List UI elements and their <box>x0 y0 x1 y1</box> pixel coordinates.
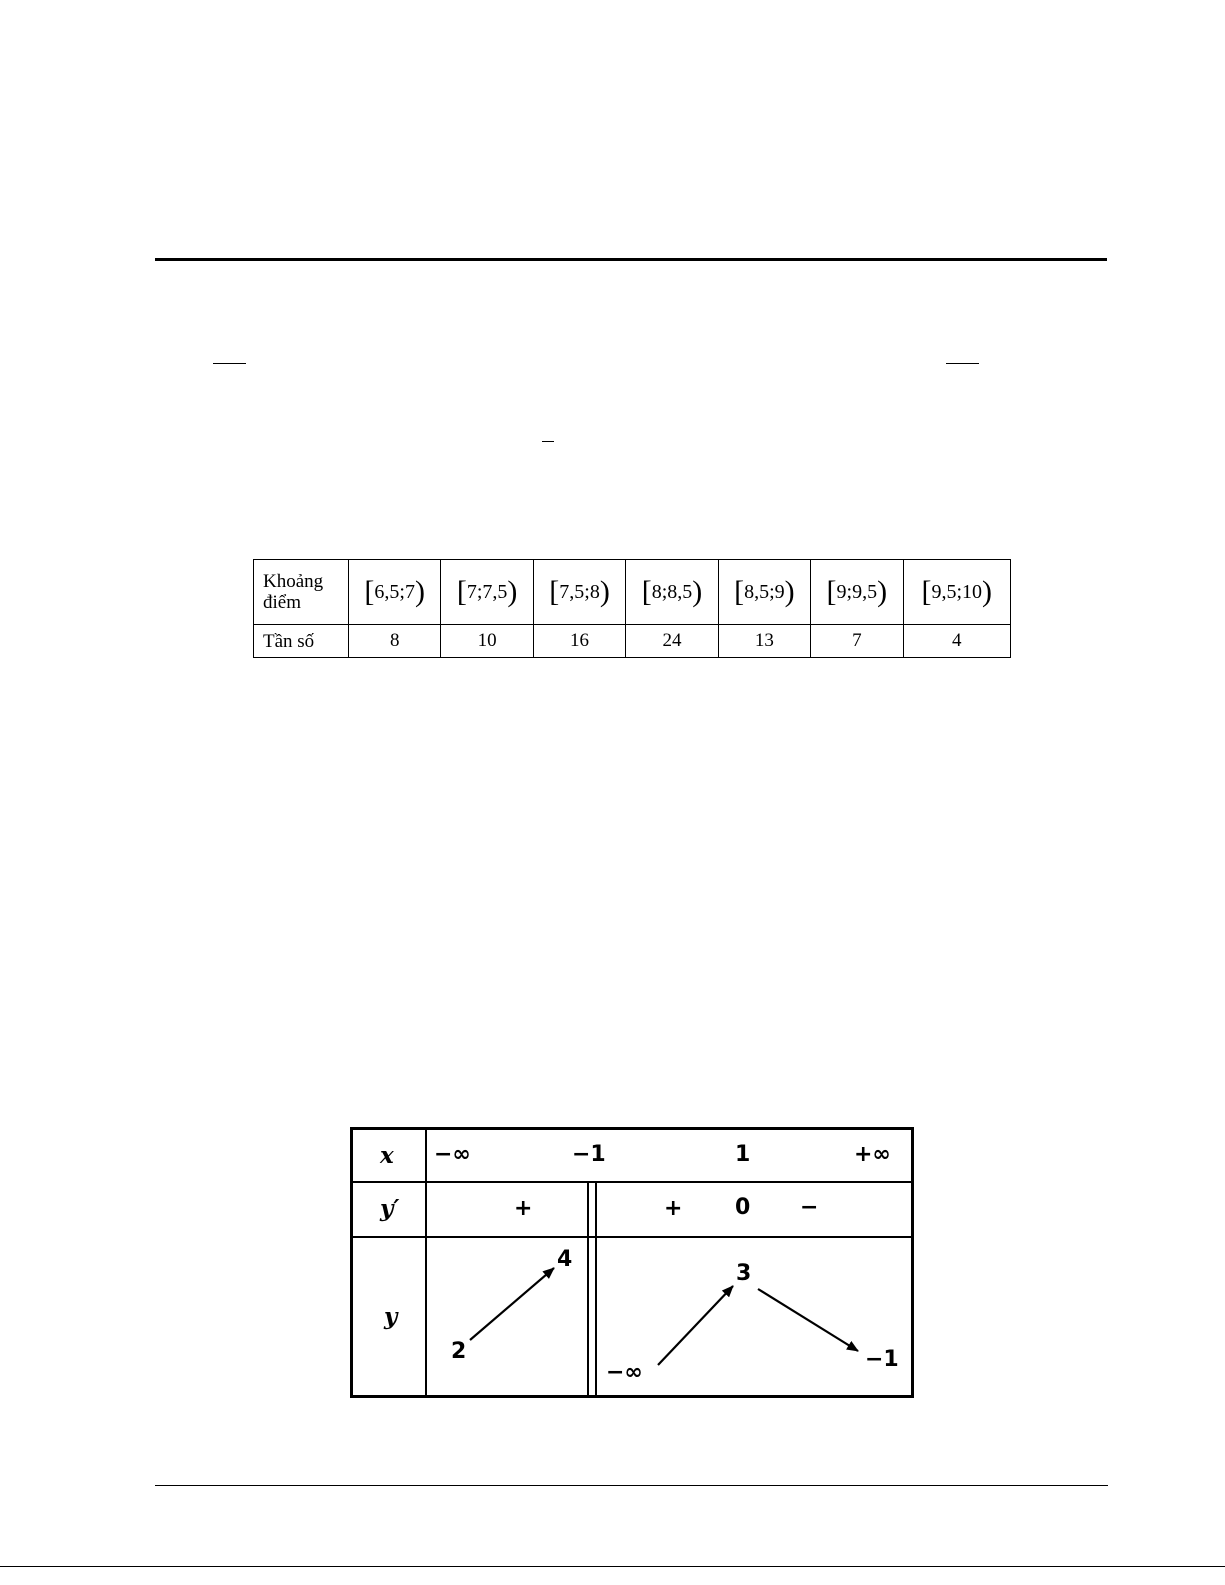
page-end-rule <box>0 1566 1225 1567</box>
interval-cell: [8;8,5) <box>626 560 718 625</box>
decrease-arrow <box>758 1289 858 1351</box>
y-value: 4 <box>557 1247 573 1272</box>
interval-cell: [6,5;7) <box>349 560 441 625</box>
frequency-cell: 10 <box>441 625 533 658</box>
frequency-table <box>253 559 1011 658</box>
derivative-zero: 0 <box>735 1195 751 1220</box>
header-rule <box>155 258 1107 261</box>
y-prime-row-label: y′ <box>380 1195 400 1222</box>
derivative-sign: + <box>514 1196 533 1221</box>
interval-row <box>254 560 1011 625</box>
frequency-cell: 4 <box>903 625 1010 658</box>
increase-arrow <box>658 1286 733 1365</box>
interval-cell: [9;9,5) <box>811 560 903 625</box>
x-value: −1 <box>572 1142 606 1167</box>
frequency-cell: 24 <box>626 625 718 658</box>
x-value: 1 <box>735 1142 751 1167</box>
x-row-label: x <box>380 1142 394 1169</box>
increase-arrow <box>470 1268 554 1340</box>
frequency-cell: 13 <box>718 625 810 658</box>
x-value: +∞ <box>854 1142 891 1167</box>
interval-cell: [7,5;8) <box>533 560 625 625</box>
fraction-bar <box>542 441 554 442</box>
derivative-sign: − <box>800 1195 819 1220</box>
frequency-cell: 8 <box>349 625 441 658</box>
frequency-label: Tần số <box>254 625 349 658</box>
variation-table <box>350 1127 914 1398</box>
x-value: −∞ <box>434 1142 471 1167</box>
y-value: −∞ <box>606 1360 643 1385</box>
fraction-bar <box>213 363 246 364</box>
y-row-label: y <box>384 1303 398 1330</box>
frequency-cell: 16 <box>533 625 625 658</box>
fraction-bar <box>946 363 979 364</box>
interval-cell: [8,5;9) <box>718 560 810 625</box>
interval-cell: [9,5;10) <box>903 560 1010 625</box>
footer-rule <box>155 1485 1108 1486</box>
variation-table-grid <box>350 1127 914 1398</box>
y-value: 2 <box>451 1339 467 1364</box>
frequency-row <box>254 625 1011 658</box>
interval-label: Khoảng điểm <box>254 560 349 625</box>
interval-cell: [7;7,5) <box>441 560 533 625</box>
derivative-sign: + <box>664 1196 683 1221</box>
y-value: −1 <box>865 1347 899 1372</box>
frequency-cell: 7 <box>811 625 903 658</box>
y-value: 3 <box>736 1261 752 1286</box>
